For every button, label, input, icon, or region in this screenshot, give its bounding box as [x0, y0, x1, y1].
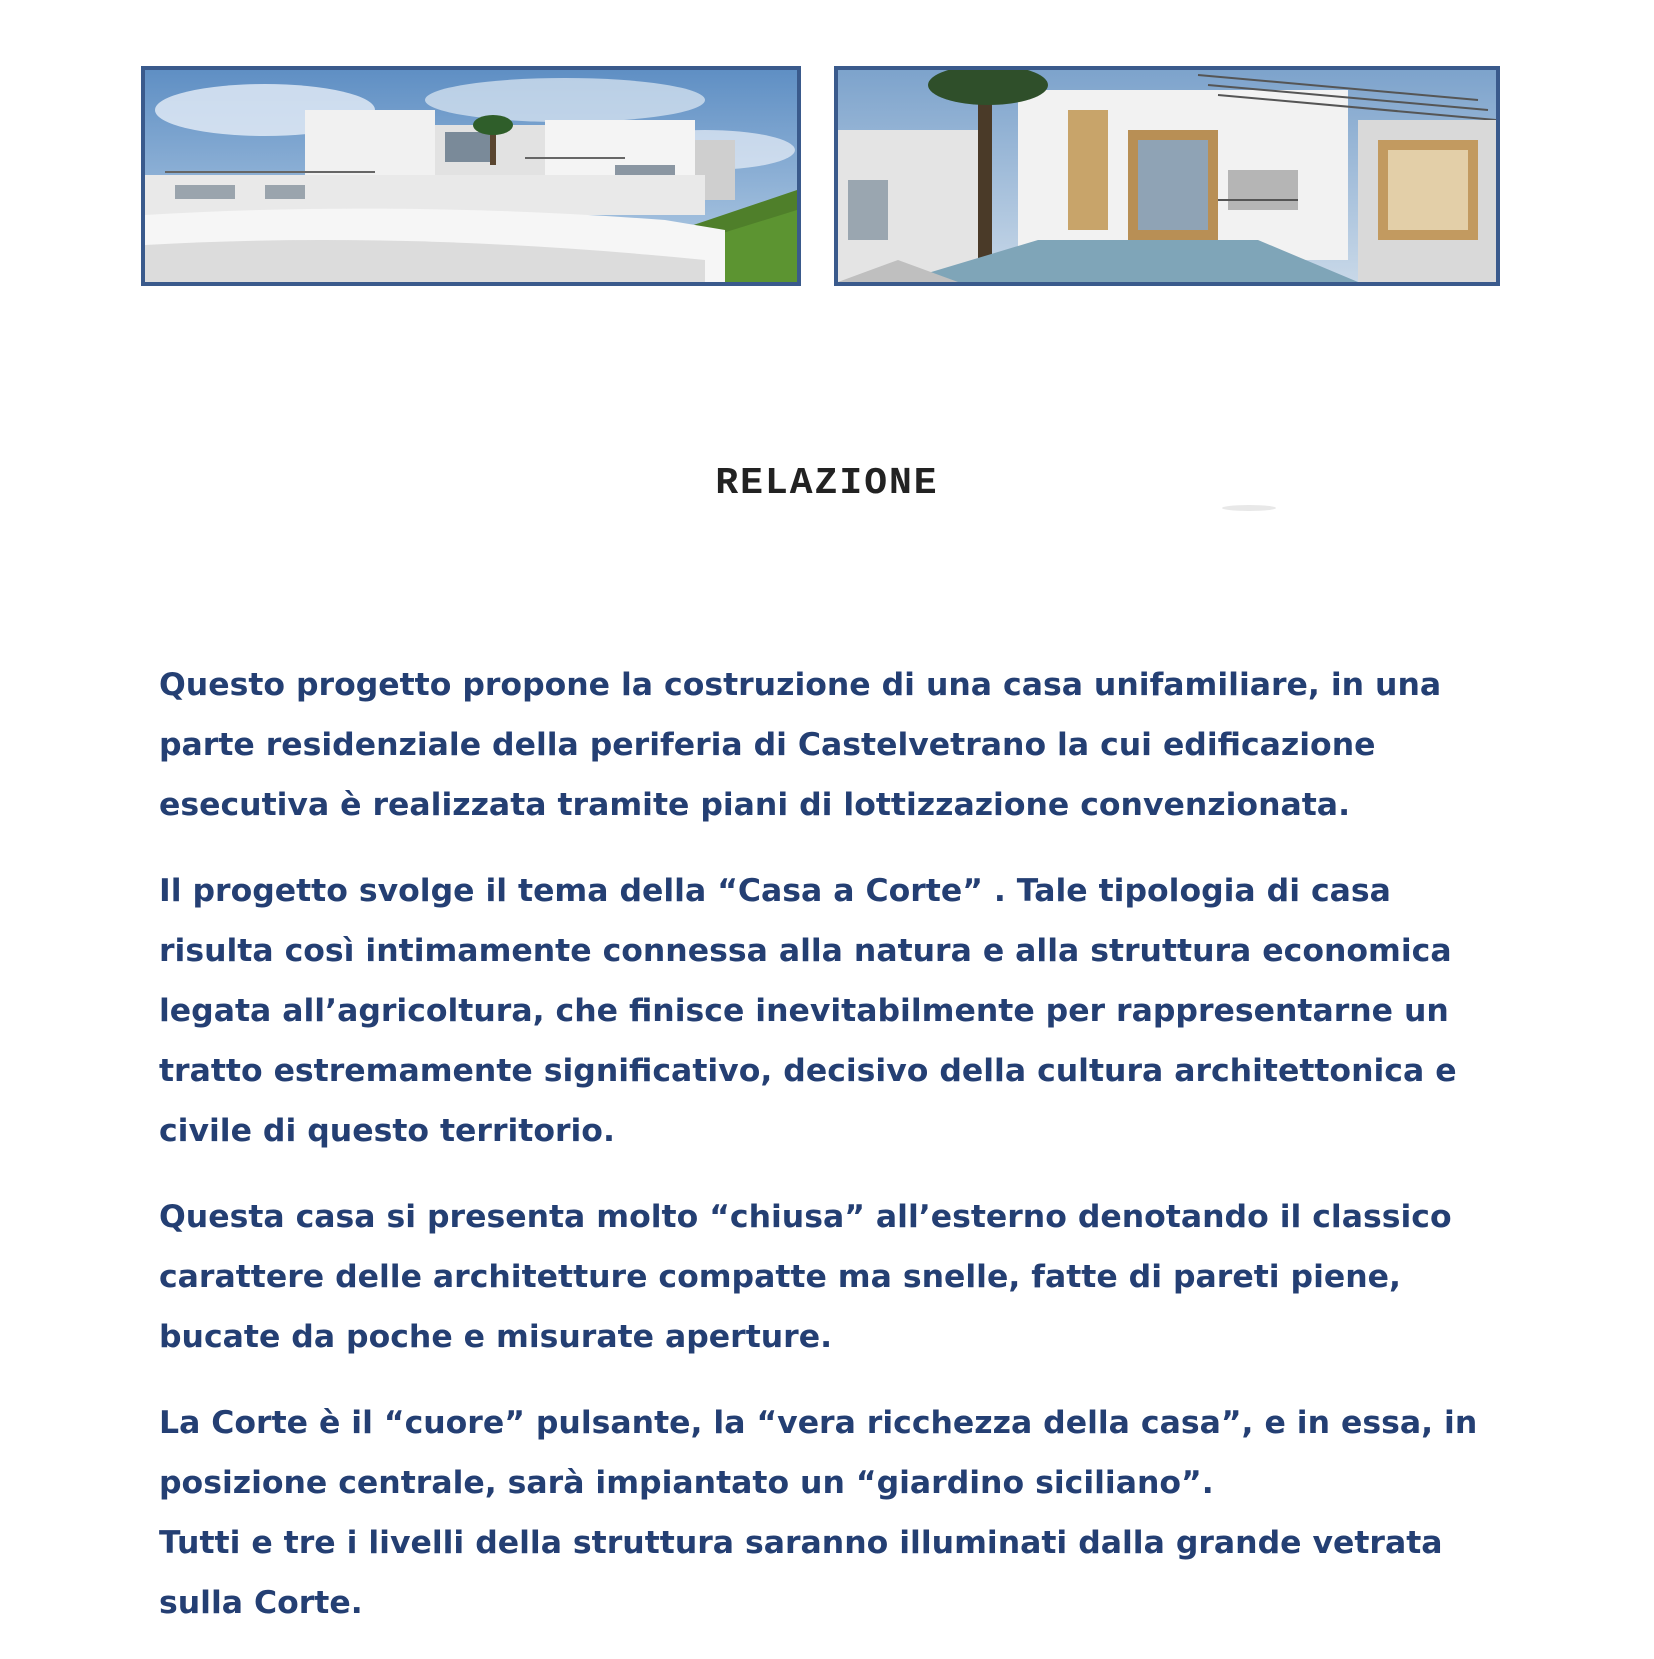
text-line: parte residenziale della periferia di Castelvetrano la cui edificazione	[159, 727, 1376, 763]
text-line: bucate da poche e misurate aperture.	[159, 1319, 833, 1355]
text-line: civile di questo territorio.	[159, 1113, 615, 1149]
text-line: tratto estremamente significativo, decisivo della cultura architettonica e	[159, 1053, 1457, 1089]
text-line: esecutiva è realizzata tramite piani di lottizzazione convenzionata.	[159, 787, 1351, 823]
courtyard-render-icon	[838, 70, 1496, 282]
paragraph-2	[159, 861, 1499, 1161]
document-title: RELAZIONE	[715, 462, 939, 505]
text-line: La Corte è il “cuore” pulsante, la “vera ricchezza della casa”, e in essa, in	[159, 1405, 1478, 1441]
text-line: sulla Corte.	[159, 1585, 363, 1621]
text-line: carattere delle architetture compatte ma snelle, fatte di pareti piene,	[159, 1259, 1401, 1295]
paragraph-5	[159, 1513, 1499, 1633]
text-line: Il progetto svolge il tema della “Casa a Corte” . Tale tipologia di casa	[159, 873, 1391, 909]
paragraph-3	[159, 1187, 1499, 1367]
text-line: risulta così intimamente connessa alla natura e alla struttura economica	[159, 933, 1452, 969]
text-line: legata all’agricoltura, che finisce inevitabilmente per rappresentarne un	[159, 993, 1449, 1029]
decorative-mark	[1222, 505, 1276, 511]
report-body	[159, 655, 1499, 1659]
courtyard-render	[834, 66, 1500, 286]
text-line: Tutti e tre i livelli della struttura saranno illuminati dalla grande vetrata	[159, 1525, 1443, 1561]
text-line: Questa casa si presenta molto “chiusa” all’esterno denotando il classico	[159, 1199, 1452, 1235]
text-line: Questo progetto propone la costruzione di una casa unifamiliare, in una	[159, 667, 1442, 703]
text-line: posizione centrale, sarà impiantato un “giardino siciliano”.	[159, 1465, 1214, 1501]
house-exterior-render	[141, 66, 801, 286]
house-render-icon	[145, 70, 797, 282]
paragraph-4	[159, 1393, 1499, 1513]
paragraph-1	[159, 655, 1499, 835]
